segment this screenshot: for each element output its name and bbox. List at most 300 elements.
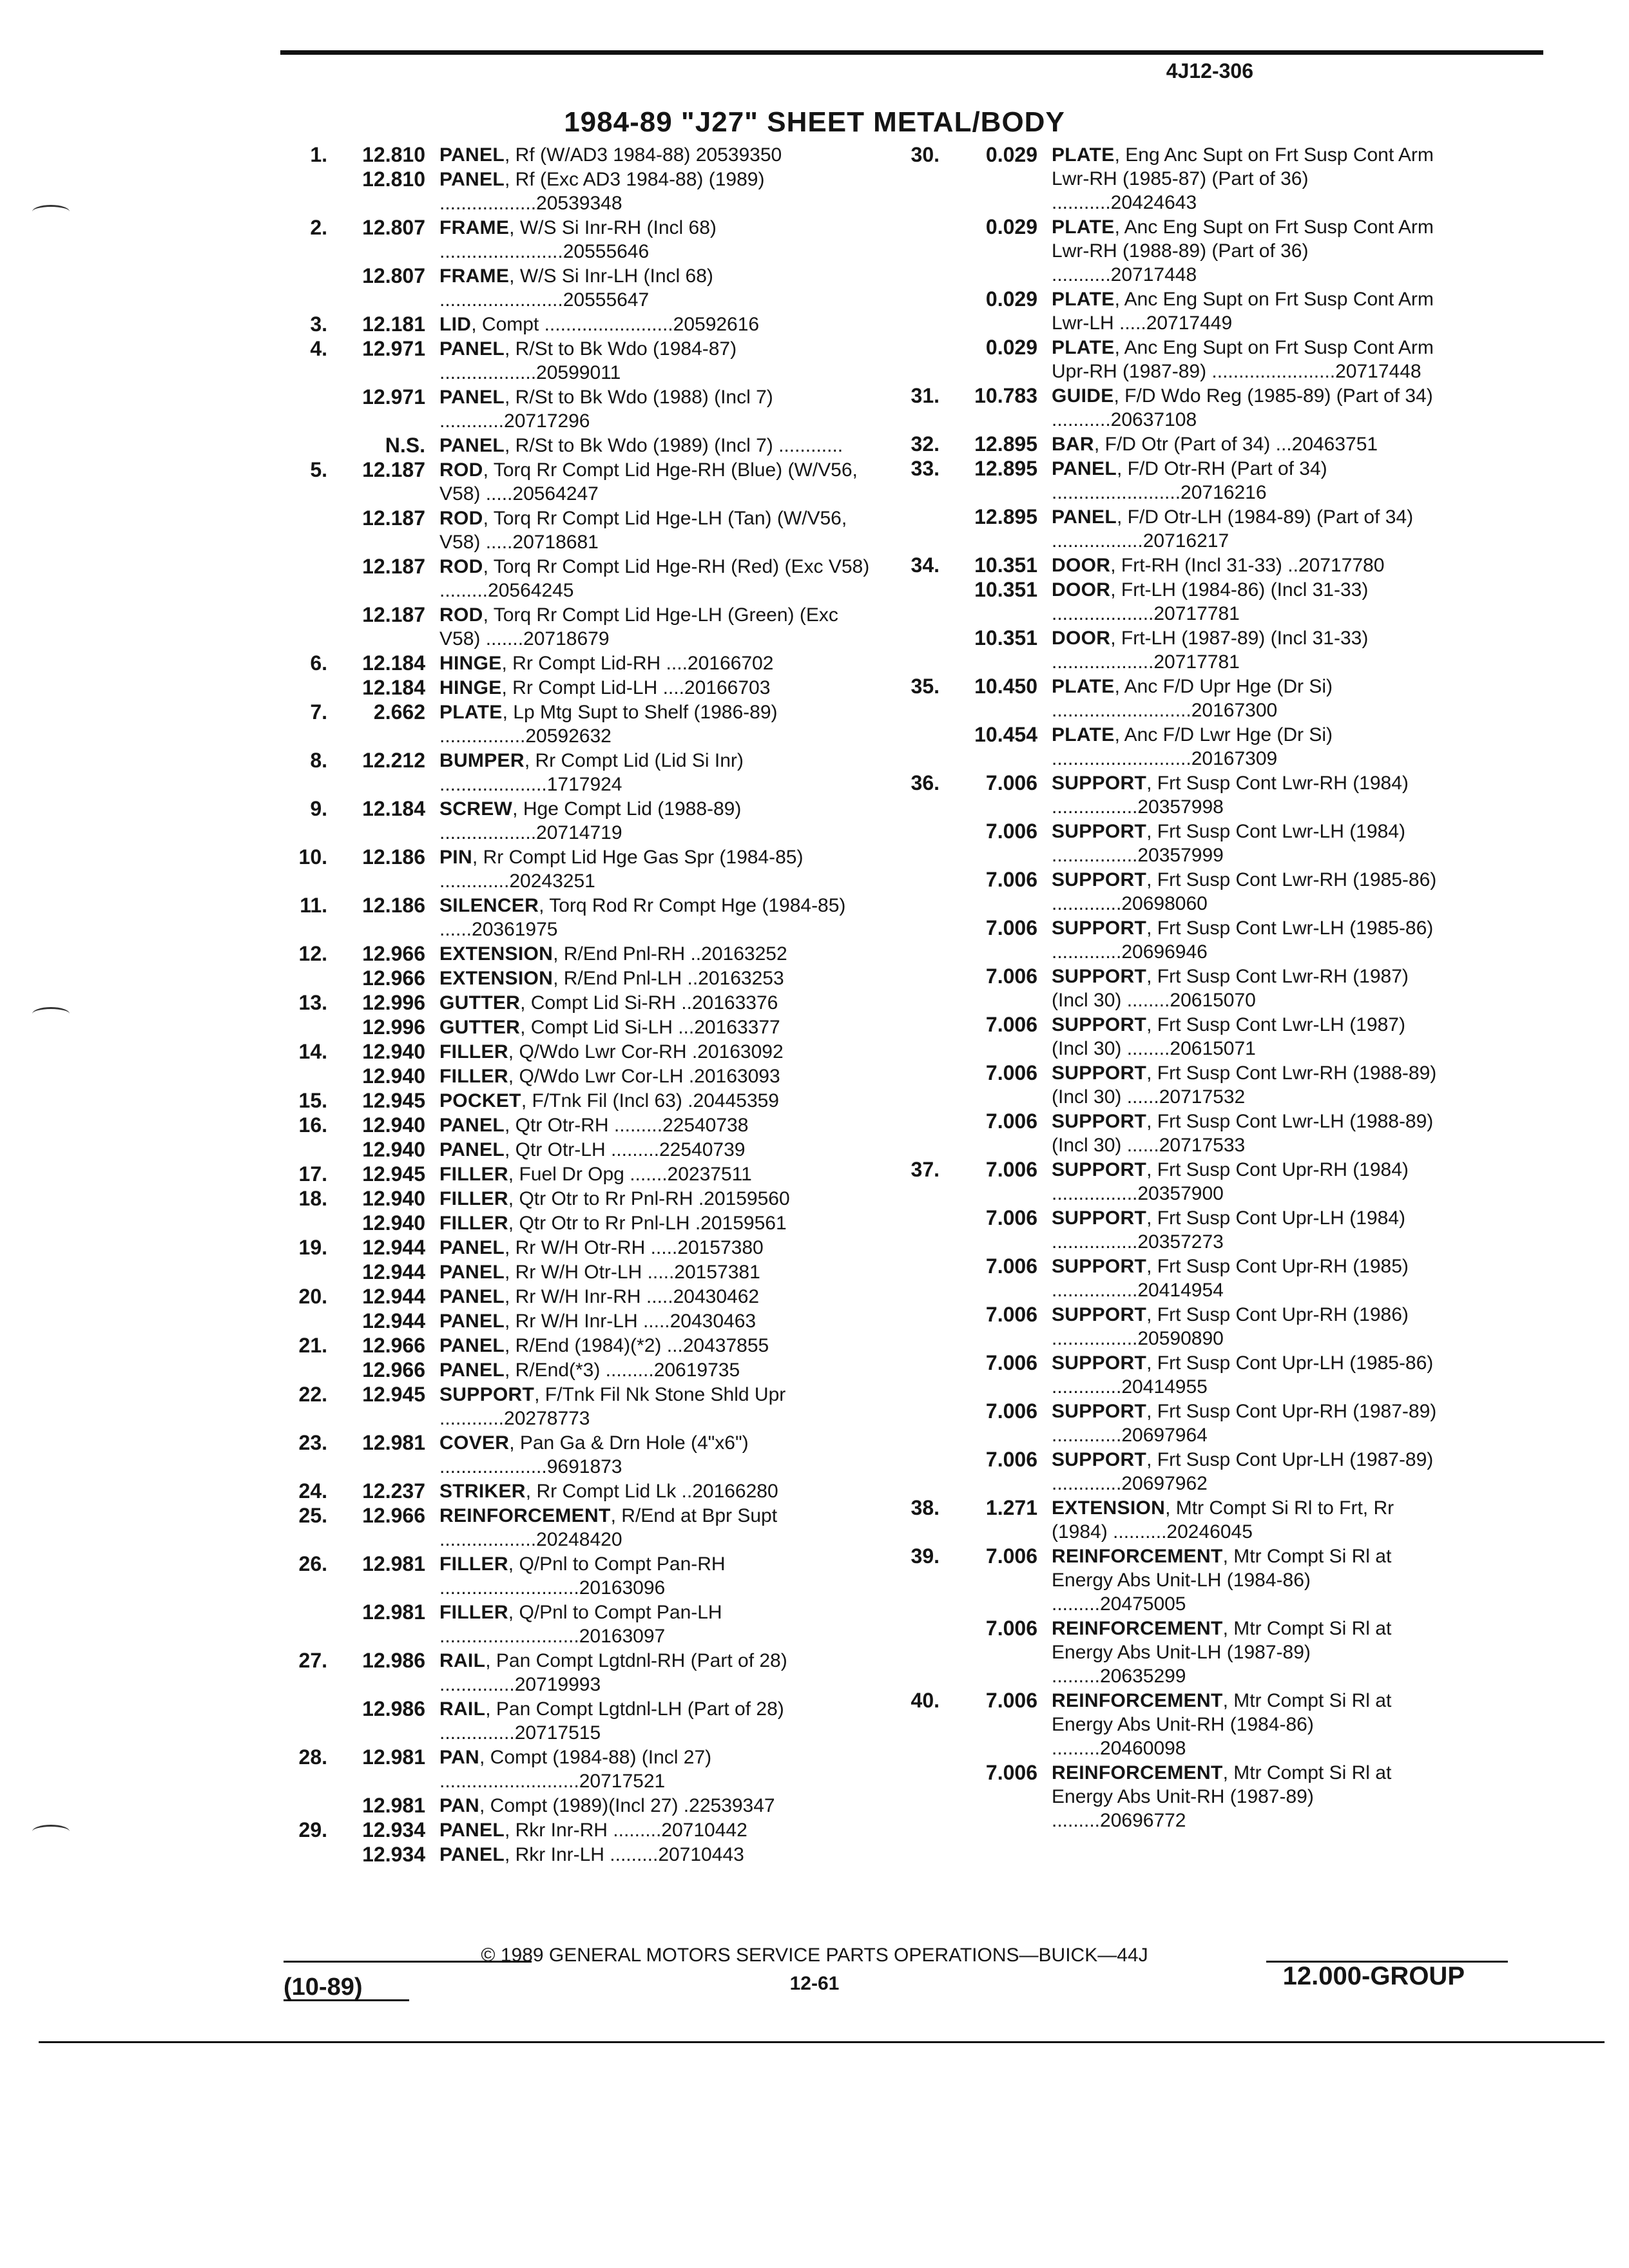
part-name: SUPPORT [1052, 1401, 1147, 1422]
part-name: SUPPORT [1052, 1352, 1147, 1374]
item-number: 33. [911, 457, 940, 480]
item-number: 24. [298, 1479, 327, 1503]
part-detail: , Rr Compt Lid Lk ..20166280 [525, 1481, 778, 1502]
part-entry [902, 287, 1437, 335]
item-number [277, 1064, 327, 1088]
part-name: RAIL [439, 1698, 486, 1720]
part-description [1052, 1544, 1437, 1616]
part-name: ROD [439, 508, 483, 529]
item-number [902, 1061, 940, 1109]
part-detail: , Mtr Compt Si Rl at Energy Abs Unit-LH (1987-89) .........20635299 [1052, 1618, 1392, 1687]
part-name: PANEL [439, 338, 505, 360]
page-code: 4J12-306 [1166, 59, 1253, 82]
part-entry [902, 1689, 1437, 1760]
part-name: ROD [439, 556, 483, 577]
group-code: 12.944 [362, 1260, 425, 1283]
part-description [1052, 1399, 1437, 1447]
part-entry [277, 603, 883, 651]
part-detail: , Rr Compt Lid-LH ....20166703 [501, 677, 771, 698]
part-name: PLATE [1052, 216, 1115, 238]
group-code: 7.006 [985, 916, 1037, 939]
part-entry [277, 1064, 883, 1088]
part-name: DOOR [1052, 555, 1111, 576]
part-detail: , Anc Eng Supt on Frt Susp Cont Arm Lwr-LH .....20717449 [1052, 289, 1434, 334]
group-code: 12.981 [362, 1600, 425, 1624]
part-detail: , Compt (1989)(Incl 27) .22539347 [479, 1795, 775, 1816]
part-description [439, 1552, 883, 1600]
item-number [902, 723, 940, 771]
group-code: 12.895 [974, 432, 1037, 456]
item-number [902, 1617, 940, 1688]
part-detail: , Frt-RH (Incl 31-33) ..20717780 [1110, 555, 1385, 576]
part-description [439, 797, 883, 845]
part-detail: , F/D Wdo Reg (1985-89) (Part of 34) ...........20637108 [1052, 385, 1433, 430]
part-entry [277, 1818, 883, 1842]
part-detail: , Q/Wdo Lwr Cor-RH .20163092 [508, 1041, 784, 1062]
group-code: 12.996 [362, 1015, 425, 1039]
part-description [439, 1431, 883, 1479]
item-number [902, 336, 940, 383]
part-entry [277, 1162, 883, 1186]
part-entry [277, 555, 883, 602]
group-code: 12.807 [362, 216, 425, 239]
part-description [1052, 1689, 1437, 1760]
group-code: 12.807 [362, 264, 425, 287]
group-code: 12.940 [362, 1211, 425, 1235]
group-code: 10.454 [974, 723, 1037, 746]
part-name: PANEL [439, 1262, 505, 1283]
group-code: 2.662 [373, 700, 425, 724]
item-number [277, 1015, 327, 1039]
part-detail: , R/St to Bk Wdo (1988) (Incl 7) ............20717296 [439, 387, 773, 432]
part-description [1052, 675, 1437, 722]
part-detail: , R/End Pnl-RH ..20163252 [553, 943, 787, 965]
part-detail: , Anc Eng Supt on Frt Susp Cont Arm Lwr-RH (1988-89) (Part of 36) ...........20717448 [1052, 216, 1434, 285]
part-entry [277, 506, 883, 554]
part-detail: , Frt Susp Cont Lwr-RH (1985-86) .............20698060 [1052, 869, 1437, 914]
group-code: 12.810 [362, 143, 425, 166]
part-entry [277, 1211, 883, 1235]
group-code: 12.944 [362, 1236, 425, 1259]
part-entry [277, 1113, 883, 1137]
part-detail: , Compt Lid Si-LH ...20163377 [520, 1017, 780, 1038]
part-description [1052, 578, 1437, 626]
group-code: 12.940 [362, 1040, 425, 1063]
part-entry [902, 1158, 1437, 1206]
part-entry [902, 1399, 1437, 1447]
part-name: PAN [439, 1795, 480, 1816]
item-number: 11. [300, 894, 327, 917]
part-description [1052, 1351, 1437, 1399]
part-description [1052, 1448, 1437, 1495]
part-description [439, 216, 883, 264]
part-detail: , Frt Susp Cont Upr-LH (1984) ................20357273 [1052, 1207, 1405, 1253]
item-number [277, 1211, 327, 1235]
item-number [902, 1351, 940, 1399]
part-entry [277, 1138, 883, 1162]
part-entry [902, 1496, 1437, 1544]
part-name: PANEL [439, 169, 505, 190]
part-name: SILENCER [439, 895, 539, 916]
part-detail: , Rr W/H Otr-LH .....20157381 [504, 1262, 760, 1283]
group-code: 12.187 [362, 506, 425, 530]
item-number [277, 168, 327, 215]
item-number: 29. [298, 1818, 327, 1841]
item-number: 19. [298, 1236, 327, 1259]
part-description [439, 1309, 883, 1333]
part-description [439, 1015, 883, 1039]
item-number [277, 1309, 327, 1333]
part-entry [277, 1649, 883, 1696]
part-description [1052, 432, 1437, 456]
part-entry [902, 626, 1437, 674]
parts-list-left [277, 143, 883, 1867]
part-description [439, 1040, 883, 1064]
group-code: 12.981 [362, 1794, 425, 1817]
part-description [439, 991, 883, 1015]
item-number [277, 1358, 327, 1382]
part-detail: , Frt Susp Cont Upr-RH (1986) ................20590890 [1052, 1304, 1409, 1349]
item-number [902, 626, 940, 674]
group-code: 7.006 [985, 1689, 1037, 1712]
item-number: 13. [298, 991, 327, 1014]
group-code: 12.940 [362, 1138, 425, 1161]
part-name: ROD [439, 459, 483, 481]
part-entry [277, 1552, 883, 1600]
part-name: SUPPORT [1052, 1207, 1147, 1229]
part-description [1052, 1761, 1437, 1832]
part-name: FILLER [439, 1213, 508, 1234]
part-entry [277, 337, 883, 385]
part-detail: , Compt ........................20592616 [471, 314, 760, 335]
part-name: PLATE [1052, 144, 1115, 166]
item-number: 34. [911, 553, 940, 577]
part-name: SUPPORT [1052, 1014, 1147, 1035]
part-name: PANEL [439, 1820, 505, 1841]
part-name: SUPPORT [1052, 1449, 1147, 1470]
part-entry [902, 1013, 1437, 1061]
group-code: 12.940 [362, 1187, 425, 1210]
part-entry [902, 1061, 1437, 1109]
group-code: 7.006 [985, 820, 1037, 843]
part-description [1052, 723, 1437, 771]
part-name: PANEL [439, 1286, 505, 1307]
part-entry [902, 553, 1437, 577]
part-description [439, 845, 883, 893]
group-code: 12.966 [362, 942, 425, 965]
part-description [1052, 1013, 1437, 1061]
part-name: PANEL [439, 387, 505, 408]
part-entry [902, 457, 1437, 505]
part-detail: , Mtr Compt Si Rl to Frt, Rr (1984) ..........20246045 [1052, 1497, 1394, 1542]
group-code: 7.006 [985, 1110, 1037, 1133]
part-detail: , Frt-LH (1984-86) (Incl 31-33) ...................20717781 [1052, 579, 1369, 624]
group-code: 7.006 [985, 1061, 1037, 1084]
part-entry [902, 916, 1437, 964]
part-description [439, 1187, 883, 1211]
item-number [902, 1399, 940, 1447]
part-detail: , Rr Compt Lid (Lid Si Inr) ....................1717924 [439, 750, 744, 795]
part-detail: , Lp Mtg Supt to Shelf (1986-89) ................20592632 [439, 702, 778, 747]
part-entry [277, 143, 883, 167]
part-detail: , Frt Susp Cont Lwr-RH (1988-89) (Incl 30) ......20717532 [1052, 1062, 1437, 1108]
part-name: FRAME [439, 265, 510, 287]
part-description [439, 1479, 883, 1503]
item-number [902, 820, 940, 867]
item-number: 7. [310, 700, 327, 724]
part-entry [902, 1448, 1437, 1495]
part-description [1052, 1303, 1437, 1350]
part-description [439, 676, 883, 700]
item-number: 16. [298, 1113, 327, 1137]
group-code: 7.006 [985, 965, 1037, 988]
group-code: 12.981 [362, 1745, 425, 1769]
part-description [439, 506, 883, 554]
item-number: 30. [911, 143, 940, 166]
part-name: FILLER [439, 1066, 508, 1087]
part-detail: , Qtr Otr to Rr Pnl-LH .20159561 [508, 1213, 787, 1234]
part-entry [902, 868, 1437, 916]
part-description [1052, 553, 1437, 577]
part-name: HINGE [439, 677, 502, 698]
part-name: SUPPORT [1052, 773, 1147, 794]
part-name: PANEL [439, 1115, 505, 1136]
part-description [439, 1138, 883, 1162]
part-entry [277, 1745, 883, 1793]
part-description [439, 700, 883, 748]
group-code: 1.271 [985, 1496, 1037, 1519]
item-number [902, 868, 940, 916]
part-description [1052, 868, 1437, 916]
part-name: SUPPORT [1052, 1111, 1147, 1132]
part-description [439, 1818, 883, 1842]
part-description [439, 894, 883, 941]
part-name: SUPPORT [1052, 821, 1147, 842]
group-code: 12.237 [362, 1479, 425, 1503]
part-description [439, 458, 883, 506]
item-number [902, 1254, 940, 1302]
part-entry [277, 845, 883, 893]
item-number [277, 1260, 327, 1284]
part-detail: , Compt Lid Si-RH ..20163376 [520, 992, 778, 1014]
part-entry [277, 1040, 883, 1064]
part-entry [902, 1303, 1437, 1350]
part-detail: , Q/Pnl to Compt Pan-RH ..........................20163096 [439, 1553, 726, 1599]
part-entry [277, 1383, 883, 1430]
group-code: 10.351 [974, 553, 1037, 577]
part-entry [277, 676, 883, 700]
part-name: FILLER [439, 1041, 508, 1062]
part-detail: , Frt Susp Cont Lwr-LH (1988-89) (Incl 30) ......20717533 [1052, 1111, 1434, 1156]
group-code: 10.450 [974, 675, 1037, 698]
item-number [277, 966, 327, 990]
item-number: 14. [298, 1040, 327, 1063]
part-description [1052, 505, 1437, 553]
part-description [439, 168, 883, 215]
part-name: HINGE [439, 653, 502, 674]
group-code: 12.212 [362, 749, 425, 772]
group-code: 12.981 [362, 1552, 425, 1575]
part-name: SUPPORT [1052, 869, 1147, 890]
part-detail: , Frt Susp Cont Lwr-LH (1984) ................20357999 [1052, 821, 1405, 866]
item-number [902, 215, 940, 287]
item-number: 40. [911, 1689, 940, 1712]
item-number: 27. [298, 1649, 327, 1672]
part-name: POCKET [439, 1090, 521, 1111]
part-description [439, 942, 883, 966]
group-code: 7.006 [985, 1254, 1037, 1278]
part-name: LID [439, 314, 472, 335]
part-detail: , Anc F/D Upr Hge (Dr Si) ..........................20167300 [1052, 676, 1333, 721]
part-detail: , Rkr Inr-LH .........20710443 [504, 1844, 744, 1865]
part-name: FILLER [439, 1602, 508, 1623]
part-entry [277, 894, 883, 941]
part-description [439, 1600, 883, 1648]
group-code: 0.029 [985, 143, 1037, 166]
item-number: 25. [298, 1504, 327, 1527]
part-detail: , Torq Rr Compt Lid Hge-RH (Blue) (W/V56, V58) .....20564247 [439, 459, 858, 505]
part-description [1052, 384, 1437, 432]
part-detail: , Frt-LH (1987-89) (Incl 31-33) ...................20717781 [1052, 628, 1369, 673]
part-detail: , Hge Compt Lid (1988-89) ..................20714719 [439, 798, 742, 843]
part-detail: , Qtr Otr to Rr Pnl-RH .20159560 [508, 1188, 790, 1209]
part-description [1052, 1061, 1437, 1109]
part-name: PLATE [1052, 289, 1115, 310]
group-code: 12.996 [362, 991, 425, 1014]
date-code: (10-89) [284, 1974, 363, 2001]
item-number [902, 1761, 940, 1832]
part-entry [277, 434, 883, 457]
part-name: STRIKER [439, 1481, 526, 1502]
part-entry [277, 312, 883, 336]
part-description [439, 1334, 883, 1358]
part-description [439, 1285, 883, 1309]
part-entry [277, 1479, 883, 1503]
part-entry [277, 966, 883, 990]
part-detail: , Eng Anc Supt on Frt Susp Cont Arm Lwr-RH (1985-87) (Part of 36) ...........20424643 [1052, 144, 1434, 213]
part-detail: , Torq Rod Rr Compt Hge (1984-85) ......20361975 [439, 895, 846, 940]
group-code: 12.940 [362, 1064, 425, 1088]
part-name: BUMPER [439, 750, 525, 771]
item-number [902, 965, 940, 1012]
part-detail: , Anc Eng Supt on Frt Susp Cont Arm Upr-RH (1987-89) .......................20717448 [1052, 337, 1434, 382]
part-entry [277, 749, 883, 796]
part-name: GUIDE [1052, 385, 1114, 407]
part-detail: , Mtr Compt Si Rl at Energy Abs Unit-LH (1984-86) .........20475005 [1052, 1546, 1392, 1615]
part-detail: , Frt Susp Cont Upr-RH (1987-89) .............20697964 [1052, 1401, 1437, 1446]
part-detail: , Frt Susp Cont Upr-LH (1987-89) .............20697962 [1052, 1449, 1434, 1494]
part-name: RAIL [439, 1650, 486, 1671]
group-code: 12.986 [362, 1697, 425, 1720]
part-detail: , F/D Otr-LH (1984-89) (Part of 34) .................20716217 [1052, 506, 1414, 552]
part-entry [277, 458, 883, 506]
item-number: 28. [298, 1745, 327, 1769]
group-code: 12.944 [362, 1309, 425, 1332]
item-number: 2. [310, 216, 327, 239]
item-number [277, 1843, 327, 1867]
item-number: 37. [911, 1158, 940, 1181]
item-number: 10. [298, 845, 327, 869]
group-code: 12.981 [362, 1431, 425, 1454]
part-entry [902, 505, 1437, 553]
part-name: PANEL [439, 435, 505, 456]
part-entry [277, 1431, 883, 1479]
part-entry [902, 1617, 1437, 1688]
part-entry [277, 942, 883, 966]
part-description [439, 434, 883, 457]
part-entry [902, 578, 1437, 626]
group-code: 7.006 [985, 1617, 1037, 1640]
part-description [1052, 965, 1437, 1012]
part-name: SUPPORT [439, 1384, 535, 1405]
part-detail: , F/D Otr-RH (Part of 34) ........................20716216 [1052, 458, 1327, 503]
group-code: 10.783 [974, 384, 1037, 407]
group-code: 7.006 [985, 1206, 1037, 1229]
page-title: 1984-89 "J27" SHEET METAL/BODY [564, 106, 1065, 138]
group-code: 0.029 [985, 287, 1037, 311]
group-code: 7.006 [985, 771, 1037, 794]
part-name: PLATE [1052, 676, 1115, 697]
item-number: 15. [298, 1089, 327, 1112]
part-detail: , Torq Rr Compt Lid Hge-RH (Red) (Exc V58) .........20564245 [439, 556, 870, 601]
part-entry [277, 1015, 883, 1039]
part-name: REINFORCEMENT [1052, 1762, 1223, 1783]
part-entry [902, 336, 1437, 383]
part-description [439, 749, 883, 796]
part-detail: , Rkr Inr-RH .........20710442 [504, 1820, 747, 1841]
part-description [1052, 1158, 1437, 1206]
part-detail: , R/End at Bpr Supt ..................20248420 [439, 1505, 778, 1550]
part-detail: , Pan Ga & Drn Hole (4"x6") ....................9691873 [439, 1432, 749, 1477]
part-description [439, 264, 883, 312]
part-name: REINFORCEMENT [439, 1505, 611, 1526]
binder-mark [32, 205, 70, 218]
part-entry [902, 432, 1437, 456]
item-number [277, 1794, 327, 1818]
item-number: 21. [298, 1334, 327, 1357]
part-description [439, 1794, 883, 1818]
part-entry [902, 384, 1437, 432]
part-description [1052, 771, 1437, 819]
part-name: EXTENSION [1052, 1497, 1166, 1519]
part-detail: , Q/Wdo Lwr Cor-LH .20163093 [508, 1066, 780, 1087]
item-number: 4. [310, 337, 327, 360]
item-number: 17. [298, 1162, 327, 1186]
part-name: BAR [1052, 434, 1094, 455]
part-description [439, 312, 883, 336]
part-description [1052, 287, 1437, 335]
part-entry [277, 1334, 883, 1358]
part-description [439, 1843, 883, 1867]
part-name: PANEL [439, 1237, 505, 1258]
part-description [439, 337, 883, 385]
item-number [902, 1206, 940, 1254]
part-name: DOOR [1052, 628, 1111, 649]
part-entry [902, 771, 1437, 819]
part-name: FILLER [439, 1188, 508, 1209]
part-description [1052, 1254, 1437, 1302]
part-entry [277, 168, 883, 215]
group-code: N.S. [385, 434, 425, 457]
part-name: PAN [439, 1747, 480, 1768]
item-number: 6. [310, 651, 327, 675]
part-name: PLATE [1052, 337, 1115, 358]
part-entry [902, 1206, 1437, 1254]
group-label: 12.000-GROUP [1282, 1962, 1465, 1990]
group-code: 12.944 [362, 1285, 425, 1308]
part-entry [277, 1697, 883, 1745]
part-description [439, 1113, 883, 1137]
